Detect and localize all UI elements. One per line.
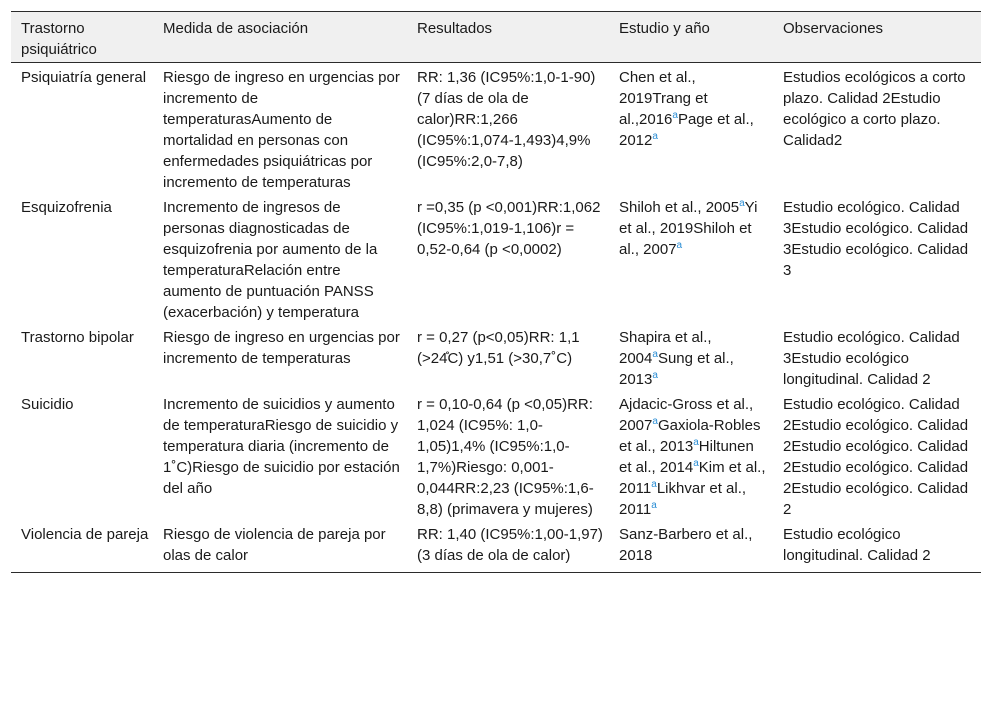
cell-resultados: RR: 1,40 (IC95%:1,00-1,97) (3 días de ola de calor): [407, 520, 609, 573]
cell-trastorno: Esquizofrenia: [21, 199, 112, 216]
cell-trastorno: Psiquiatría general: [21, 69, 147, 86]
association-table: [11, 11, 981, 573]
cell-medida: Incremento de ingresos de personas diagnosticadas de esquizofrenia por aumento de la temperaturaRelación entre aumento de puntuación PANSS (exacerbación) y temperatura: [163, 199, 378, 321]
study-reference: Gaxiola-Robles et al., 2013: [619, 417, 761, 455]
study-reference: Ajdacic-Gross et al., 2007: [619, 396, 754, 434]
table-row: [11, 63, 981, 194]
footnote-marker[interactable]: a: [739, 198, 745, 209]
cell-resultados: r =0,35 (p <0,001)RR:1,062 (IC95%:1,019-1,106)r = 0,52-0,64 (p <0,0002): [417, 199, 601, 258]
cell-resultados: RR: 1,36 (IC95%:1,0-1-90) (7 días de ola de calor)RR:1,266 (IC95%:1,074-1,493)4,9% (IC95%:2,0-7,8): [417, 69, 596, 170]
cell-resultados: r = 0,27 (p<0,05)RR: 1,1 (>24̊C) y1,51 (>30,7˚C): [417, 329, 580, 367]
cell-observaciones: Estudio ecológico. Calidad 2Estudio ecológico. Calidad 2Estudio ecológico. Calidad 2Estudio ecológico. Calidad 2Estudio ecológico. Calidad 2: [783, 396, 969, 518]
cell-estudio: [609, 63, 773, 194]
footnote-marker[interactable]: a: [693, 458, 699, 469]
cell-estudio: [609, 193, 773, 323]
cell-estudio: [609, 520, 773, 573]
cell-estudio: [609, 390, 773, 520]
footnote-marker[interactable]: a: [652, 416, 658, 427]
cell-observaciones: Estudios ecológicos a corto plazo. Calidad 2Estudio ecológico a corto plazo. Calidad2: [783, 69, 966, 149]
study-reference: Chen et al., 2019Trang et al.,2016: [619, 69, 708, 128]
footnote-marker[interactable]: a: [652, 349, 658, 360]
table-row: [11, 323, 981, 390]
study-reference: Sanz-Barbero et al., 2018: [619, 526, 753, 564]
table-row: [11, 193, 981, 323]
table-body: [11, 63, 981, 573]
header-medida: Medida de asociación: [153, 12, 407, 63]
cell-trastorno: Suicidio: [21, 396, 74, 413]
footnote-marker[interactable]: a: [652, 131, 658, 142]
study-reference: Sung et al., 2013: [619, 350, 734, 388]
table-container: [11, 11, 981, 573]
table-row: [11, 390, 981, 520]
footnote-marker[interactable]: a: [651, 500, 657, 511]
footnote-marker[interactable]: a: [676, 240, 683, 251]
study-reference: Hiltunen et al., 2014: [619, 438, 754, 476]
cell-observaciones: Estudio ecológico. Calidad 3Estudio ecológico longitudinal. Calidad 2: [783, 329, 960, 388]
study-reference: Shiloh et al., 2005: [619, 199, 740, 216]
table-header: [11, 12, 981, 63]
footnote-marker[interactable]: a: [651, 479, 657, 490]
cell-medida: Riesgo de ingreso en urgencias por incremento de temperaturasAumento de mortalidad en personas con enfermedades psiquiátricas por incremento de temperaturas: [163, 69, 400, 191]
cell-observaciones: Estudio ecológico longitudinal. Calidad 2: [773, 520, 981, 573]
header-trastorno: Trastorno psiquiátrico: [11, 12, 153, 63]
study-reference: Kim et al., 2011: [619, 459, 766, 497]
study-reference: Yi et al., 2019Shiloh et al., 2007: [619, 199, 758, 258]
cell-trastorno: Trastorno bipolar: [21, 329, 134, 346]
cell-resultados: r = 0,10-0,64 (p <0,05)RR: 1,024 (IC95%: 1,0-1,05)1,4% (IC95%:1,0-1,7%)Riesgo: 0,001-0,044RR:2,23 (IC95%:1,6-8,8) (primavera y mujeres): [417, 396, 594, 518]
study-reference: Shapira et al., 2004: [619, 329, 712, 367]
cell-medida: Riesgo de violencia de pareja por olas de calor: [153, 520, 407, 573]
table-row: [11, 520, 981, 573]
cell-trastorno: Violencia de pareja: [11, 520, 153, 573]
footnote-marker[interactable]: a: [693, 437, 699, 448]
footnote-marker[interactable]: a: [672, 110, 678, 121]
study-reference: Likhvar et al., 2011: [619, 480, 747, 518]
header-observaciones: Observaciones: [773, 12, 981, 63]
footnote-marker[interactable]: a: [652, 370, 658, 381]
header-estudio: Estudio y año: [609, 12, 773, 63]
study-reference: Page et al., 2012: [619, 111, 754, 149]
cell-observaciones: Estudio ecológico. Calidad 3Estudio ecológico. Calidad 3Estudio ecológico. Calidad 3: [783, 199, 969, 279]
cell-medida: Incremento de suicidios y aumento de temperaturaRiesgo de suicidio y temperatura diaria (incremento de 1˚C)Riesgo de suicidio por estación del año: [163, 396, 400, 497]
header-resultados: Resultados: [407, 12, 609, 63]
header-row: [11, 12, 981, 63]
cell-medida: Riesgo de ingreso en urgencias por incremento de temperaturas: [163, 329, 400, 367]
cell-estudio: [609, 323, 773, 390]
